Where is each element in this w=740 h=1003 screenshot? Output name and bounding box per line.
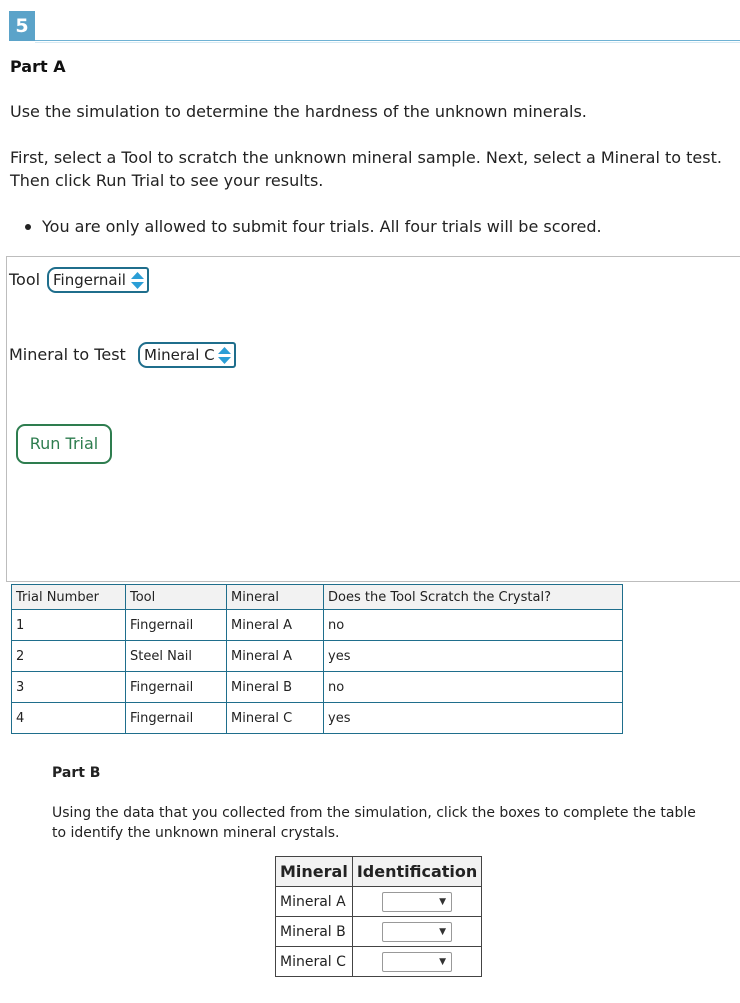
mineral-name-cell: Mineral B — [276, 917, 353, 947]
table-row — [276, 887, 482, 917]
mineral-cell: Mineral C — [227, 703, 324, 734]
question-number-badge: 5 — [9, 11, 35, 41]
results-header-cell: Tool — [126, 585, 227, 610]
part-b-title: Part B — [52, 765, 101, 781]
scratch-result-cell: yes — [324, 703, 623, 734]
results-table — [11, 584, 623, 734]
results-header-cell: Mineral — [227, 585, 324, 610]
identification-cell — [352, 917, 481, 947]
table-row — [12, 672, 623, 703]
mineral-label: Mineral to Test — [9, 345, 126, 364]
mineral-select-value: Mineral C — [144, 346, 215, 364]
table-row — [12, 703, 623, 734]
part-a-instructions: First, select a Tool to scratch the unknown mineral sample. Next, select a Mineral to test. Then click Run Trial to see your results. — [10, 148, 722, 190]
table-row — [276, 947, 482, 977]
mineral-header: Mineral — [276, 857, 353, 887]
scratch-result-cell: no — [324, 672, 623, 703]
caret-down-icon: ▼ — [439, 896, 447, 907]
mineral-cell: Mineral A — [227, 641, 324, 672]
mineral-cell: Mineral A — [227, 610, 324, 641]
table-row — [12, 610, 623, 641]
results-header-cell: Trial Number — [12, 585, 126, 610]
identification-table — [275, 856, 482, 977]
identification-cell — [352, 887, 481, 917]
table-row — [12, 641, 623, 672]
trial-number-cell: 4 — [12, 703, 126, 734]
results-header-cell: Does the Tool Scratch the Crystal? — [324, 585, 623, 610]
mineral-name-cell: Mineral A — [276, 887, 353, 917]
select-arrows-icon — [131, 272, 144, 289]
trial-number-cell: 2 — [12, 641, 126, 672]
identification-header: Identification — [352, 857, 481, 887]
caret-down-icon: ▼ — [439, 926, 447, 937]
scratch-result-cell: no — [324, 610, 623, 641]
mineral-cell: Mineral B — [227, 672, 324, 703]
tool-cell: Fingernail — [126, 610, 227, 641]
mineral-select[interactable] — [138, 342, 236, 368]
identification-dropdown-c[interactable] — [382, 952, 452, 972]
bullet-icon — [25, 224, 31, 230]
table-row — [276, 917, 482, 947]
tool-cell: Fingernail — [126, 672, 227, 703]
results-header-row — [12, 585, 623, 610]
mineral-name-cell: Mineral C — [276, 947, 353, 977]
trial-limit-text: You are only allowed to submit four trials. All four trials will be scored. — [42, 217, 602, 236]
part-a-title: Part A — [10, 57, 66, 76]
tool-select[interactable] — [47, 267, 149, 293]
tool-select-value: Fingernail — [53, 271, 126, 289]
question-header — [0, 0, 740, 44]
tool-cell: Steel Nail — [126, 641, 227, 672]
simulation-panel — [6, 256, 740, 582]
part-a-intro: Use the simulation to determine the hardness of the unknown minerals. — [10, 102, 587, 121]
select-arrows-icon — [218, 347, 231, 364]
header-divider-shadow — [35, 42, 740, 43]
identification-cell — [352, 947, 481, 977]
identification-header-row — [276, 857, 482, 887]
tool-cell: Fingernail — [126, 703, 227, 734]
tool-label: Tool — [9, 270, 41, 289]
header-divider — [35, 40, 740, 41]
trial-number-cell: 1 — [12, 610, 126, 641]
identification-dropdown-a[interactable] — [382, 892, 452, 912]
trial-limit-note — [42, 215, 602, 238]
scratch-result-cell: yes — [324, 641, 623, 672]
identification-dropdown-b[interactable] — [382, 922, 452, 942]
run-trial-button[interactable]: Run Trial — [16, 424, 112, 464]
trial-number-cell: 3 — [12, 672, 126, 703]
caret-down-icon: ▼ — [439, 956, 447, 967]
part-b-instructions: Using the data that you collected from the simulation, click the boxes to complete the table to identify the unknown mineral crystals. — [52, 805, 696, 841]
